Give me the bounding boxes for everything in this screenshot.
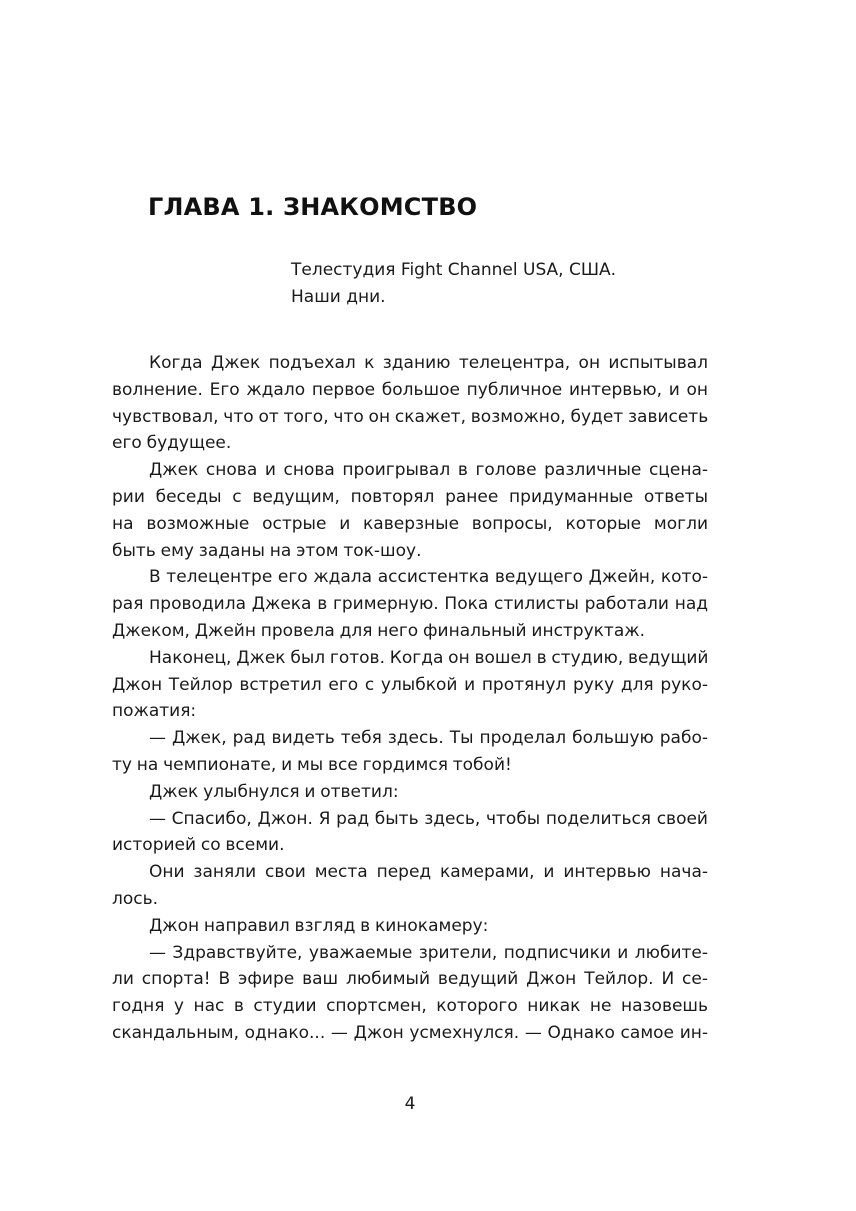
chapter-title: ГЛАВА 1. ЗНАКОМСТВО — [148, 193, 478, 221]
text-line: Джек снова и снова проигрывал в голове различные сцена- — [149, 460, 708, 481]
text-line: Когда Джек подъехал к зданию телецентра, он испытывал — [149, 353, 708, 373]
text-line: ли спорта! В эфире ваш любимый ведущий Джон Тейлор. И се- — [112, 969, 708, 990]
text-line: — Спасибо, Джон. Я рад быть здесь, чтобы поделиться своей — [149, 808, 708, 829]
epigraph — [291, 257, 616, 311]
text-line: Наконец, Джек был готов. Когда он вошел в студию, ведущий — [149, 647, 709, 668]
text-line: лось. — [112, 888, 159, 909]
text-line: — Здравствуйте, уважаемые зрители, подписчики и любите- — [149, 942, 708, 963]
text-line: пожатия: — [112, 701, 197, 722]
text-line: скандальным, однако... — Джон усмехнулся. — Однако самое ин- — [112, 1022, 708, 1043]
text-line: на возможные острые и каверзные вопросы, которые могли — [112, 513, 708, 534]
chapter-body-text — [112, 350, 708, 1047]
text-line: — Джек, рад видеть тебя здесь. Ты проделал большую рабо- — [149, 728, 708, 749]
text-line: Они заняли свои места перед камерами, и интервью нача- — [149, 862, 708, 883]
text-line: Джек улыбнулся и ответил: — [149, 781, 399, 802]
page-number: 4 — [404, 1094, 416, 1114]
text-line: волнение. Его ждало первое большое публичное интервью, и он — [112, 379, 708, 400]
epigraph-location: Телестудия Fight Channel USA, США. — [291, 260, 617, 280]
text-line: историей со всеми. — [112, 835, 285, 856]
text-line: рая проводила Джека в гримерную. Пока стилисты работали над — [112, 594, 708, 615]
text-line: Джон направил взгляд в кинокамеру: — [149, 915, 489, 936]
text-line: Джон Тейлор встретил его с улыбкой и протянул руку для руко- — [112, 674, 708, 695]
text-line: годня у нас в студии спортсмен, которого никак не назовешь — [112, 996, 708, 1017]
text-line: рии беседы с ведущим, повторял ранее придуманные ответы — [112, 486, 708, 507]
text-line: Джеком, Джейн провела для него финальный инструктаж. — [112, 620, 645, 641]
text-line: его будущее. — [112, 433, 232, 454]
text-line: В телецентре его ждала ассистентка ведущего Джейн, кото- — [149, 567, 708, 588]
text-line: ту на чемпионате, и мы все гордимся тобой! — [112, 754, 512, 775]
epigraph-time: Наши дни. — [291, 287, 386, 307]
text-line: чувствовал, что от того, что он скажет, возможно, будет зависеть — [112, 406, 709, 427]
text-line: быть ему заданы на этом ток-шоу. — [112, 540, 422, 561]
